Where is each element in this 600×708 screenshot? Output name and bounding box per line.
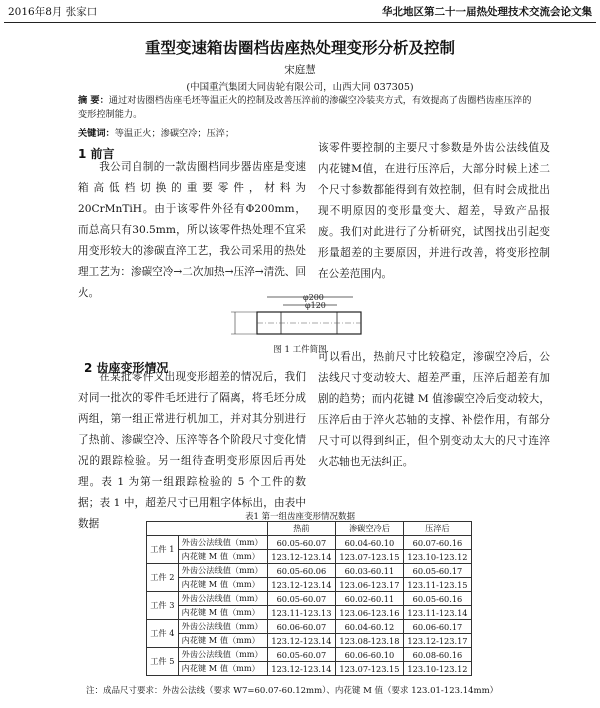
- keywords-text: 等温正火；渗碳空冷；压淬；: [114, 128, 235, 139]
- piece-label: 工件 5: [147, 648, 179, 676]
- table-row: [147, 550, 472, 564]
- table-cell: 123.12-123.17: [403, 634, 471, 648]
- section-1-paragraph-right: 该零件要控制的主要尺寸参数是外齿公法线值及内花键M值，在进行压淬后，大部分时候上述二个尺寸参数都能得到有效控制，但有时会成批出现不明原因的变形量变大、超差，导致产品报废。我们对此进行了分析研究，试图找出引起变形量超差的主要原因，并进行改善，将变形控制在公差范围内。: [318, 142, 550, 280]
- table-cell: 60.08-60.16: [403, 648, 471, 662]
- table-cell: 123.07-123.15: [335, 550, 403, 564]
- row-label: 内花键 M 值（mm）: [178, 550, 267, 564]
- table-caption: 表1 第一组齿座变形情况数据: [244, 512, 356, 522]
- abstract-label: 摘 要：: [78, 95, 109, 106]
- table-row: [147, 564, 472, 578]
- table-header-row: [147, 522, 472, 536]
- section-2-paragraph-right: 可以看出，热前尺寸比较稳定，渗碳空冷后，公法线尺寸变动较大、超差严重，压淬后超差有加剧的趋势；而内花键 M 值渗碳空冷后变动较大，压淬后由于淬火芯轴的支撑、补偿作用，有部分尺寸可以得到纠正，但个别变动太大的尺寸连淬火芯轴也无法纠正。: [318, 351, 550, 468]
- affiliation: (中国重汽集团大同齿轮有限公司，山西大同 037305): [186, 82, 414, 93]
- abstract: [78, 94, 540, 122]
- table-cell: 60.04-60.10: [335, 536, 403, 550]
- author: 宋庭慧: [284, 64, 316, 76]
- column-header: 渗碳空冷后: [335, 522, 403, 536]
- section-2-paragraph: 在某批零件又出现变形超差的情况后，我们对同一批次的零件毛坯进行了隔离，将毛坯分成两组，第一组正常进行机加工，并对其分别进行了热前、渗碳空冷、压淬等各个阶段尺寸变化情况的跟踪检验。另一组待查明变形原因后再处理。表 1 为第一组跟踪检验的 5 个工件的数据；表 1 中，超差尺寸已用粗字体标出，由表中数据: [78, 371, 306, 530]
- piece-label: 工件 3: [147, 592, 179, 620]
- row-label: 内花键 M 值（mm）: [178, 578, 267, 592]
- header-right: 华北地区第二十一届热处理技术交流会论文集: [382, 5, 592, 18]
- table-cell: 60.05-60.07: [267, 648, 335, 662]
- piece-label: 工件 2: [147, 564, 179, 592]
- row-label: 外齿公法线值（mm）: [178, 592, 267, 606]
- table-cell: 123.11-123.15: [403, 578, 471, 592]
- table-note: 注：成品尺寸要求：外齿公法线（要求 W7=60.07-60.12mm）、内花键 M 值（要求 123.01-123.14mm）: [86, 686, 499, 696]
- table-cell: 60.05-60.07: [267, 536, 335, 550]
- table-cell: 123.11-123.13: [267, 606, 335, 620]
- column-header: 热前: [267, 522, 335, 536]
- table-row: [147, 634, 472, 648]
- table-cell: 123.10-123.12: [403, 662, 471, 676]
- table-cell: 60.05-60.06: [267, 564, 335, 578]
- row-label: 内花键 M 值（mm）: [178, 634, 267, 648]
- table-cell: 60.05-60.16: [403, 592, 471, 606]
- table-cell: 123.06-123.17: [335, 578, 403, 592]
- table-row: [147, 620, 472, 634]
- column-header: 压淬后: [403, 522, 471, 536]
- table-cell: 123.10-123.12: [403, 550, 471, 564]
- table-cell: 60.03-60.11: [335, 564, 403, 578]
- header-rule: [4, 22, 596, 23]
- table-cell: 123.08-123.18: [335, 634, 403, 648]
- keywords-label: 关键词：: [78, 128, 115, 139]
- table-cell: 60.05-60.17: [403, 564, 471, 578]
- row-label: 内花键 M 值（mm）: [178, 662, 267, 676]
- table-cell: 60.05-60.07: [267, 592, 335, 606]
- figure-caption: 图 1 工件简图: [273, 345, 327, 355]
- piece-label: 工件 4: [147, 620, 179, 648]
- table-row: [147, 536, 472, 550]
- header-left: 2016年8月 张家口: [8, 5, 98, 18]
- keywords: [78, 125, 540, 139]
- table-row: [147, 662, 472, 676]
- row-label: 外齿公法线值（mm）: [178, 620, 267, 634]
- table-cell: 60.06-60.17: [403, 620, 471, 634]
- table-cell: 123.12-123.14: [267, 550, 335, 564]
- table-row: [147, 578, 472, 592]
- table-cell: 60.02-60.11: [335, 592, 403, 606]
- table-cell: 123.12-123.14: [267, 578, 335, 592]
- deformation-table: [146, 521, 472, 676]
- section-2-title: 2 齿座变形情况: [84, 361, 169, 375]
- workpiece-drawing: [195, 292, 425, 340]
- table-cell: 123.12-123.14: [267, 634, 335, 648]
- running-header: [8, 2, 592, 20]
- table-row: [147, 606, 472, 620]
- table-cell: 123.06-123.16: [335, 606, 403, 620]
- section-1-paragraph: 我公司自制的一款齿圈档同步器齿座是变速箱高低档切换的重要零件，材料为20CrMnTiH。由于该零件外径有Φ200mm，而总高只有30.5mm，所以该零件热处理不宜采用变形较大的渗碳直淬工艺，我公司采用的热处理工艺为：渗碳空冷→二次加热→压淬→清洗、回火。: [78, 161, 306, 299]
- row-label: 外齿公法线值（mm）: [178, 536, 267, 550]
- table-cell: 60.07-60.16: [403, 536, 471, 550]
- table-row: [147, 648, 472, 662]
- row-label: 内花键 M 值（mm）: [178, 606, 267, 620]
- table-cell: 60.06-60.10: [335, 648, 403, 662]
- paper-title: 重型变速箱齿圈档齿座热处理变形分析及控制: [144, 39, 455, 57]
- abstract-text: 通过对齿圈档齿座毛坯等温正火的控制及改善压淬前的渗碳空冷装夹方式，有效提高了齿圈档齿座压淬的变形控制能力。: [78, 95, 532, 120]
- piece-label: 工件 1: [147, 536, 179, 564]
- dim-outer-label: φ200: [303, 293, 324, 302]
- table-corner: [147, 522, 268, 536]
- table-row: [147, 592, 472, 606]
- dim-inner-label: φ120: [305, 301, 326, 310]
- table-cell: 123.11-123.14: [403, 606, 471, 620]
- table-cell: 60.04-60.12: [335, 620, 403, 634]
- table-cell: 123.12-123.14: [267, 662, 335, 676]
- table-cell: 60.06-60.07: [267, 620, 335, 634]
- table-cell: 123.07-123.15: [335, 662, 403, 676]
- row-label: 外齿公法线值（mm）: [178, 648, 267, 662]
- section-1-title: 1 前言: [78, 147, 115, 161]
- row-label: 外齿公法线值（mm）: [178, 564, 267, 578]
